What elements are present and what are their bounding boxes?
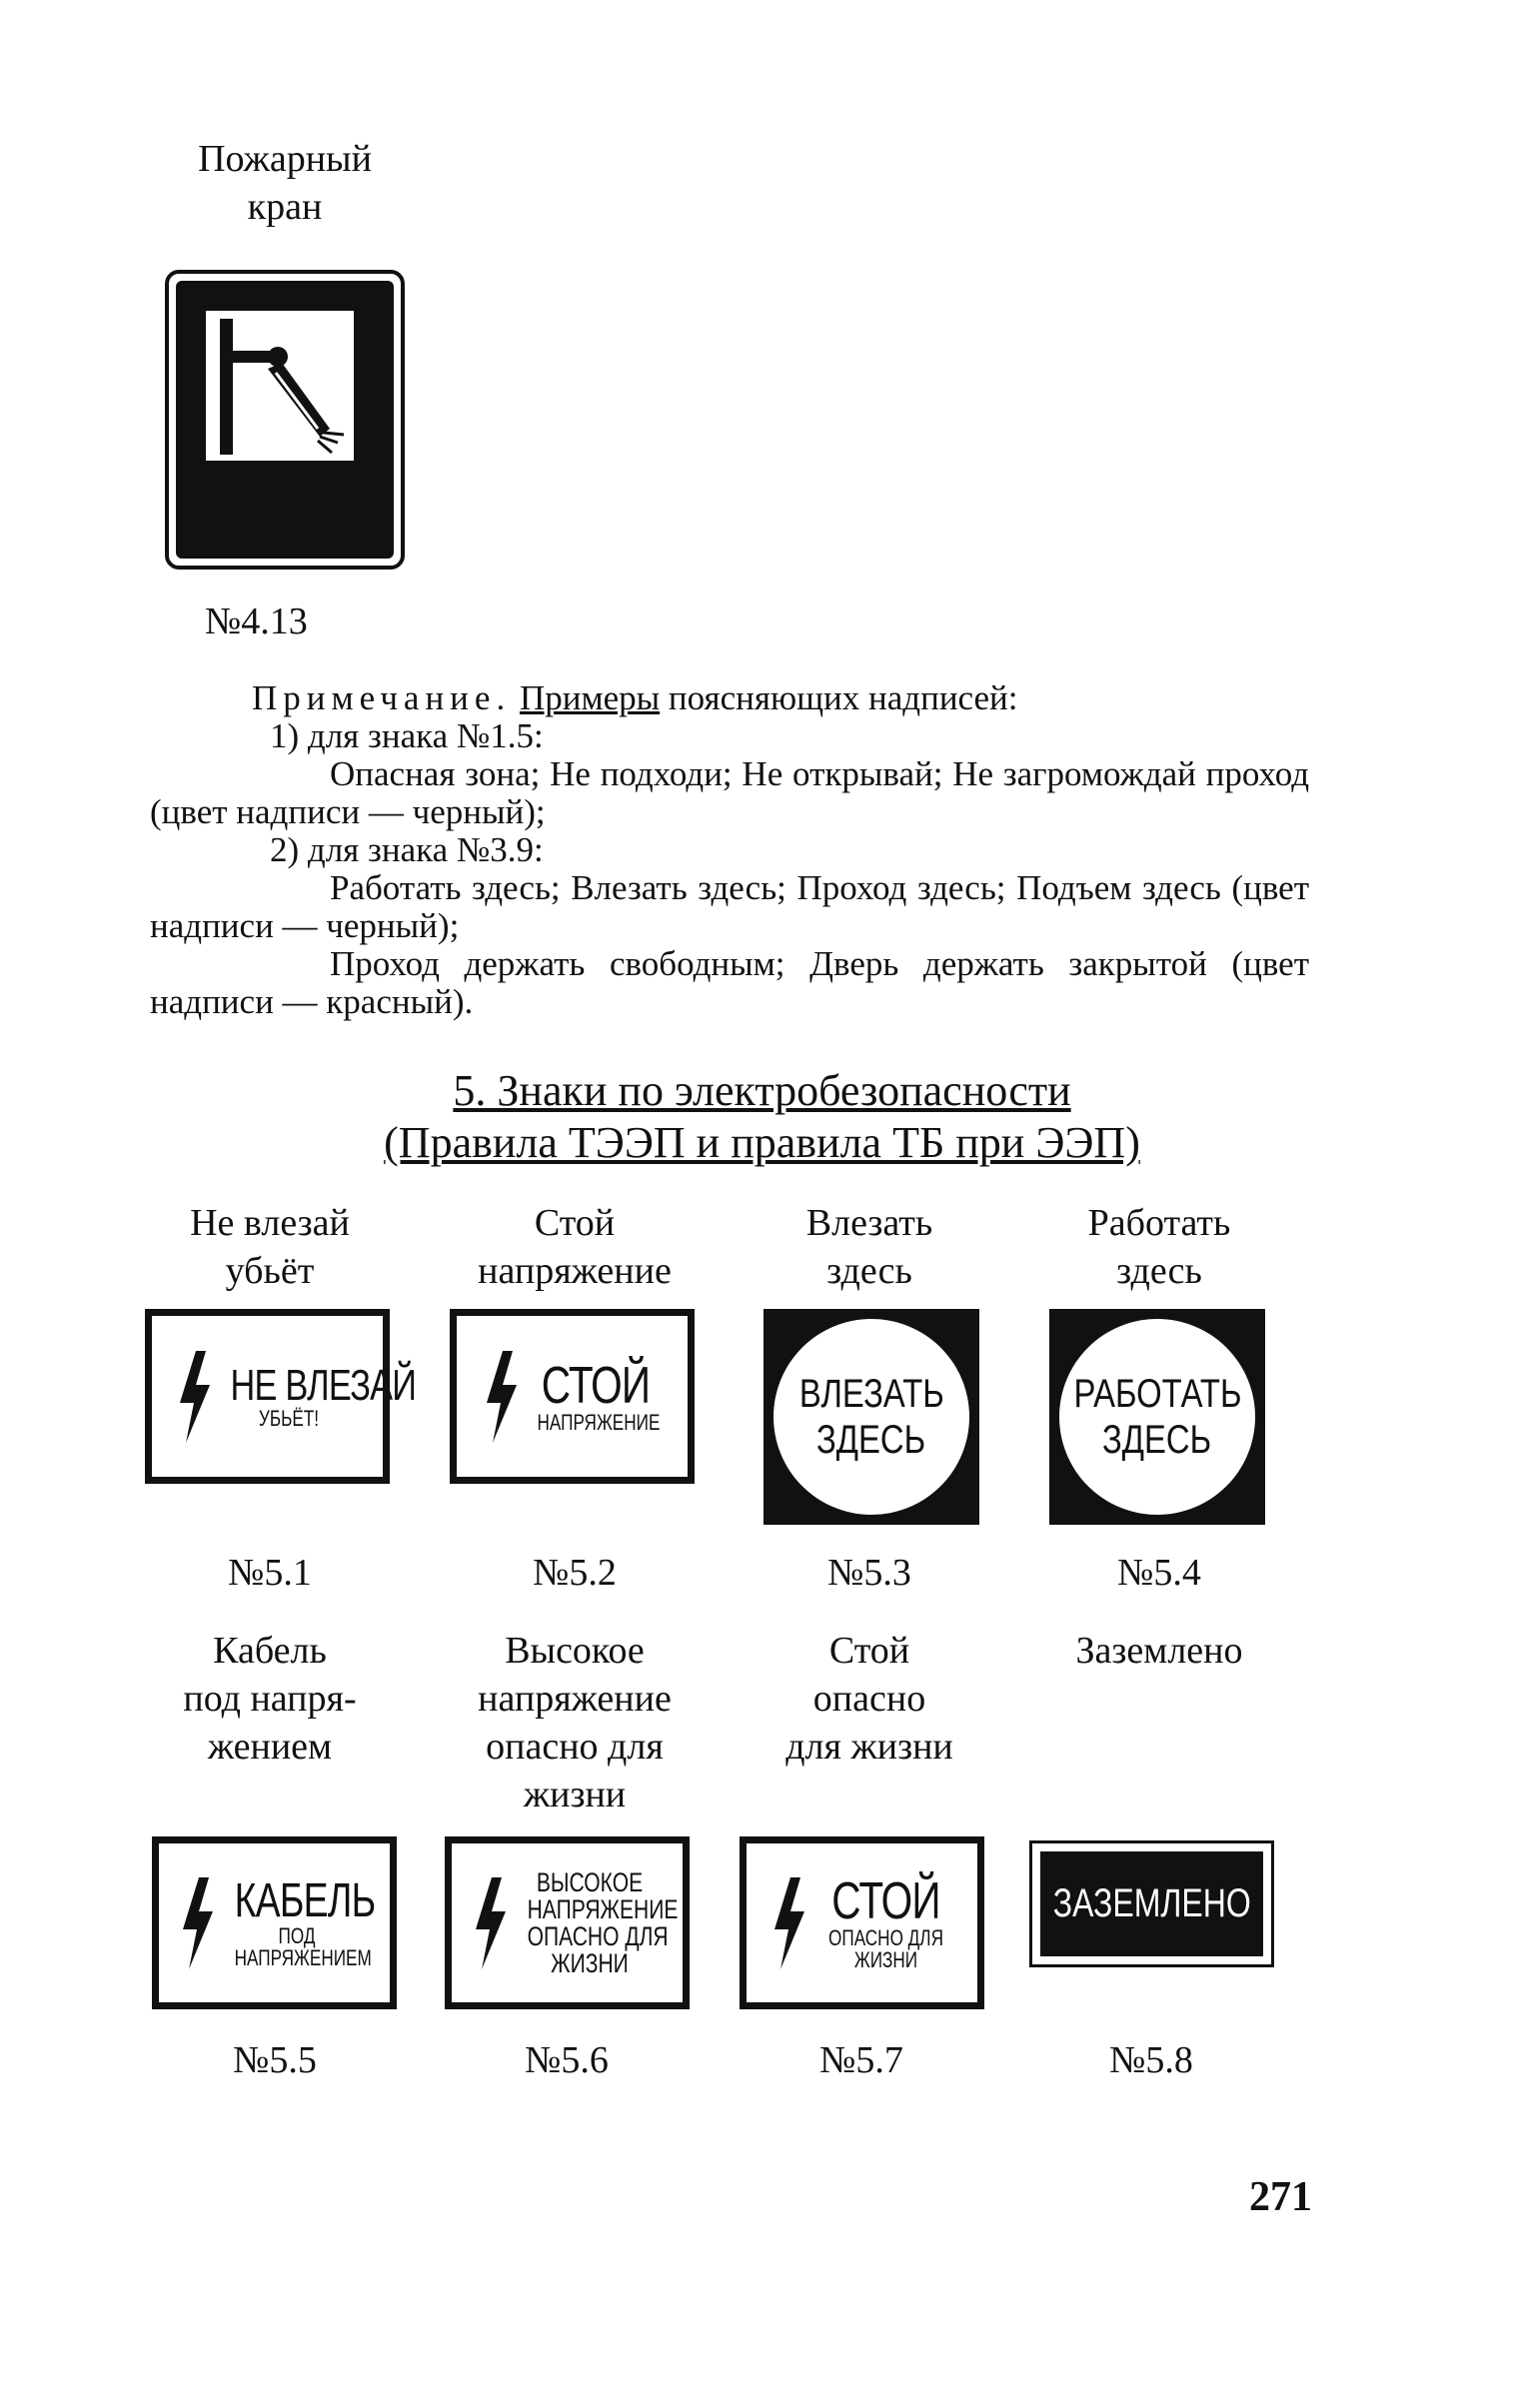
sign-high-voltage-danger bbox=[445, 1836, 690, 2009]
sign-text-sub: НАПРЯЖЕНИЕМ bbox=[234, 1944, 372, 1970]
caption-line: напряжение bbox=[478, 1678, 672, 1720]
sign-text-main: СТОЙ bbox=[541, 1356, 651, 1415]
note-item-title: 2) для знака №3.9: bbox=[270, 830, 544, 869]
sign-work-here bbox=[1049, 1309, 1265, 1525]
sign-caption bbox=[1029, 1627, 1289, 1675]
sign-number: №5.4 bbox=[1117, 1552, 1201, 1594]
sign-text-main: КАБЕЛЬ bbox=[234, 1873, 376, 1927]
lightning-bolt-icon bbox=[176, 1351, 214, 1443]
sign-stop-voltage bbox=[450, 1309, 695, 1484]
sign-number: №5.7 bbox=[819, 2039, 903, 2081]
caption-line: Работать bbox=[1087, 1202, 1231, 1244]
sign-text-sub: НАПРЯЖЕНИЕ bbox=[537, 1409, 661, 1435]
caption-line: для жизни bbox=[785, 1726, 953, 1768]
sign-number: №5.8 bbox=[1109, 2039, 1193, 2081]
sign-caption bbox=[745, 1199, 994, 1295]
sign-text-main: ВЛЕЗАТЬ bbox=[798, 1372, 944, 1416]
page-number: 271 bbox=[1249, 2174, 1312, 2220]
sign-number: №5.2 bbox=[533, 1552, 617, 1594]
sign-text-sub: ПОД bbox=[278, 1922, 316, 1948]
caption-line: здесь bbox=[1116, 1250, 1202, 1292]
note-label: Примечание. bbox=[252, 678, 512, 717]
fire-hydrant-sign bbox=[165, 270, 405, 570]
sign-text-sub: ОПАСНО ДЛЯ bbox=[828, 1924, 943, 1950]
sign-caption bbox=[1029, 1199, 1289, 1295]
lightning-bolt-icon bbox=[483, 1351, 521, 1443]
note-item-text: Работать здесь; Влезать здесь; Проход здесь; Подъем здесь (цвет надписи — черный); bbox=[150, 868, 1309, 945]
caption-line: жизни bbox=[523, 1774, 627, 1815]
sign-text-line: ВЫСОКОЕ bbox=[536, 1866, 644, 1897]
lightning-bolt-icon bbox=[179, 1877, 217, 1969]
note-item-text: Опасная зона; Не подходи; Не открывай; Не загромождай проход (цвет надписи — черный); bbox=[150, 754, 1309, 831]
caption-line: опасно bbox=[812, 1678, 926, 1720]
section-subtitle: (Правила ТЭЭП и правила ТБ при ЭЭП) bbox=[384, 1118, 1140, 1167]
sign-caption bbox=[440, 1199, 710, 1295]
note-item-title: 1) для знака №1.5: bbox=[270, 716, 544, 755]
lightning-bolt-icon bbox=[770, 1877, 808, 1969]
sign-caption bbox=[140, 1627, 400, 1771]
caption-line: опасно для bbox=[486, 1726, 664, 1768]
caption-line: Кабель bbox=[213, 1630, 327, 1672]
sign-number: №5.5 bbox=[233, 2039, 317, 2081]
sign-text-sub: ЗДЕСЬ bbox=[1102, 1418, 1212, 1462]
lightning-bolt-icon bbox=[472, 1877, 510, 1969]
sign-stop-danger-to-life bbox=[740, 1836, 984, 2009]
note-item-text: Проход держать свободным; Дверь держать закрытой (цвет надписи — красный). bbox=[150, 944, 1309, 1021]
sign-grounded bbox=[1029, 1840, 1274, 1967]
caption-line: Стой bbox=[534, 1202, 616, 1244]
sign-text-sub: ЗДЕСЬ bbox=[816, 1418, 926, 1462]
sign-cable-under-voltage bbox=[152, 1836, 397, 2009]
sign-text-main: РАБОТАТЬ bbox=[1072, 1372, 1242, 1416]
sign-text-main: ЗАЗЕМЛЕНО bbox=[1052, 1881, 1251, 1925]
sign-caption bbox=[745, 1627, 994, 1771]
sign-number: №4.13 bbox=[205, 601, 308, 642]
sign-caption bbox=[440, 1627, 710, 1818]
section-title: 5. Знаки по электробезопасности bbox=[453, 1066, 1071, 1115]
fire-sign-caption bbox=[140, 135, 430, 231]
caption-line: кран bbox=[247, 186, 323, 228]
sign-text-sub: УБЬЁТ! bbox=[258, 1405, 320, 1431]
sign-text-sub: ЖИЗНИ bbox=[853, 1946, 918, 1972]
caption-line: жением bbox=[207, 1726, 333, 1768]
sign-caption bbox=[140, 1199, 400, 1295]
sign-number: №5.6 bbox=[525, 2039, 609, 2081]
caption-line: Не влезай bbox=[190, 1202, 350, 1244]
sign-text-main: НЕ ВЛЕЗАЙ bbox=[230, 1360, 417, 1410]
sign-climb-here bbox=[763, 1309, 979, 1525]
caption-line: Заземлено bbox=[1075, 1630, 1243, 1672]
caption-line: убьёт bbox=[225, 1250, 315, 1292]
caption-line: Пожарный bbox=[198, 138, 372, 180]
sign-text-line: ЖИЗНИ bbox=[551, 1947, 629, 1978]
caption-line: Влезать bbox=[805, 1202, 933, 1244]
sign-text-line: ОПАСНО ДЛЯ bbox=[527, 1920, 669, 1951]
note-lead-text: поясняющих надписей: bbox=[660, 678, 1018, 717]
note-heading bbox=[252, 679, 1301, 717]
sign-number: №5.3 bbox=[827, 1552, 911, 1594]
fire-hydrant-sign-body bbox=[176, 281, 394, 559]
caption-line: здесь bbox=[826, 1250, 912, 1292]
caption-line: напряжение bbox=[478, 1250, 672, 1292]
fire-hydrant-icon bbox=[206, 311, 354, 461]
caption-line: под напря- bbox=[183, 1678, 357, 1720]
sign-number: №5.1 bbox=[228, 1552, 312, 1594]
caption-line: Стой bbox=[828, 1630, 910, 1672]
sign-text-line: НАПРЯЖЕНИЕ bbox=[527, 1893, 679, 1924]
sign-text-main: СТОЙ bbox=[831, 1871, 940, 1930]
caption-line: Высокое bbox=[505, 1630, 645, 1672]
note-underlined-word: Примеры bbox=[519, 678, 661, 717]
sign-do-not-climb bbox=[145, 1309, 417, 1484]
